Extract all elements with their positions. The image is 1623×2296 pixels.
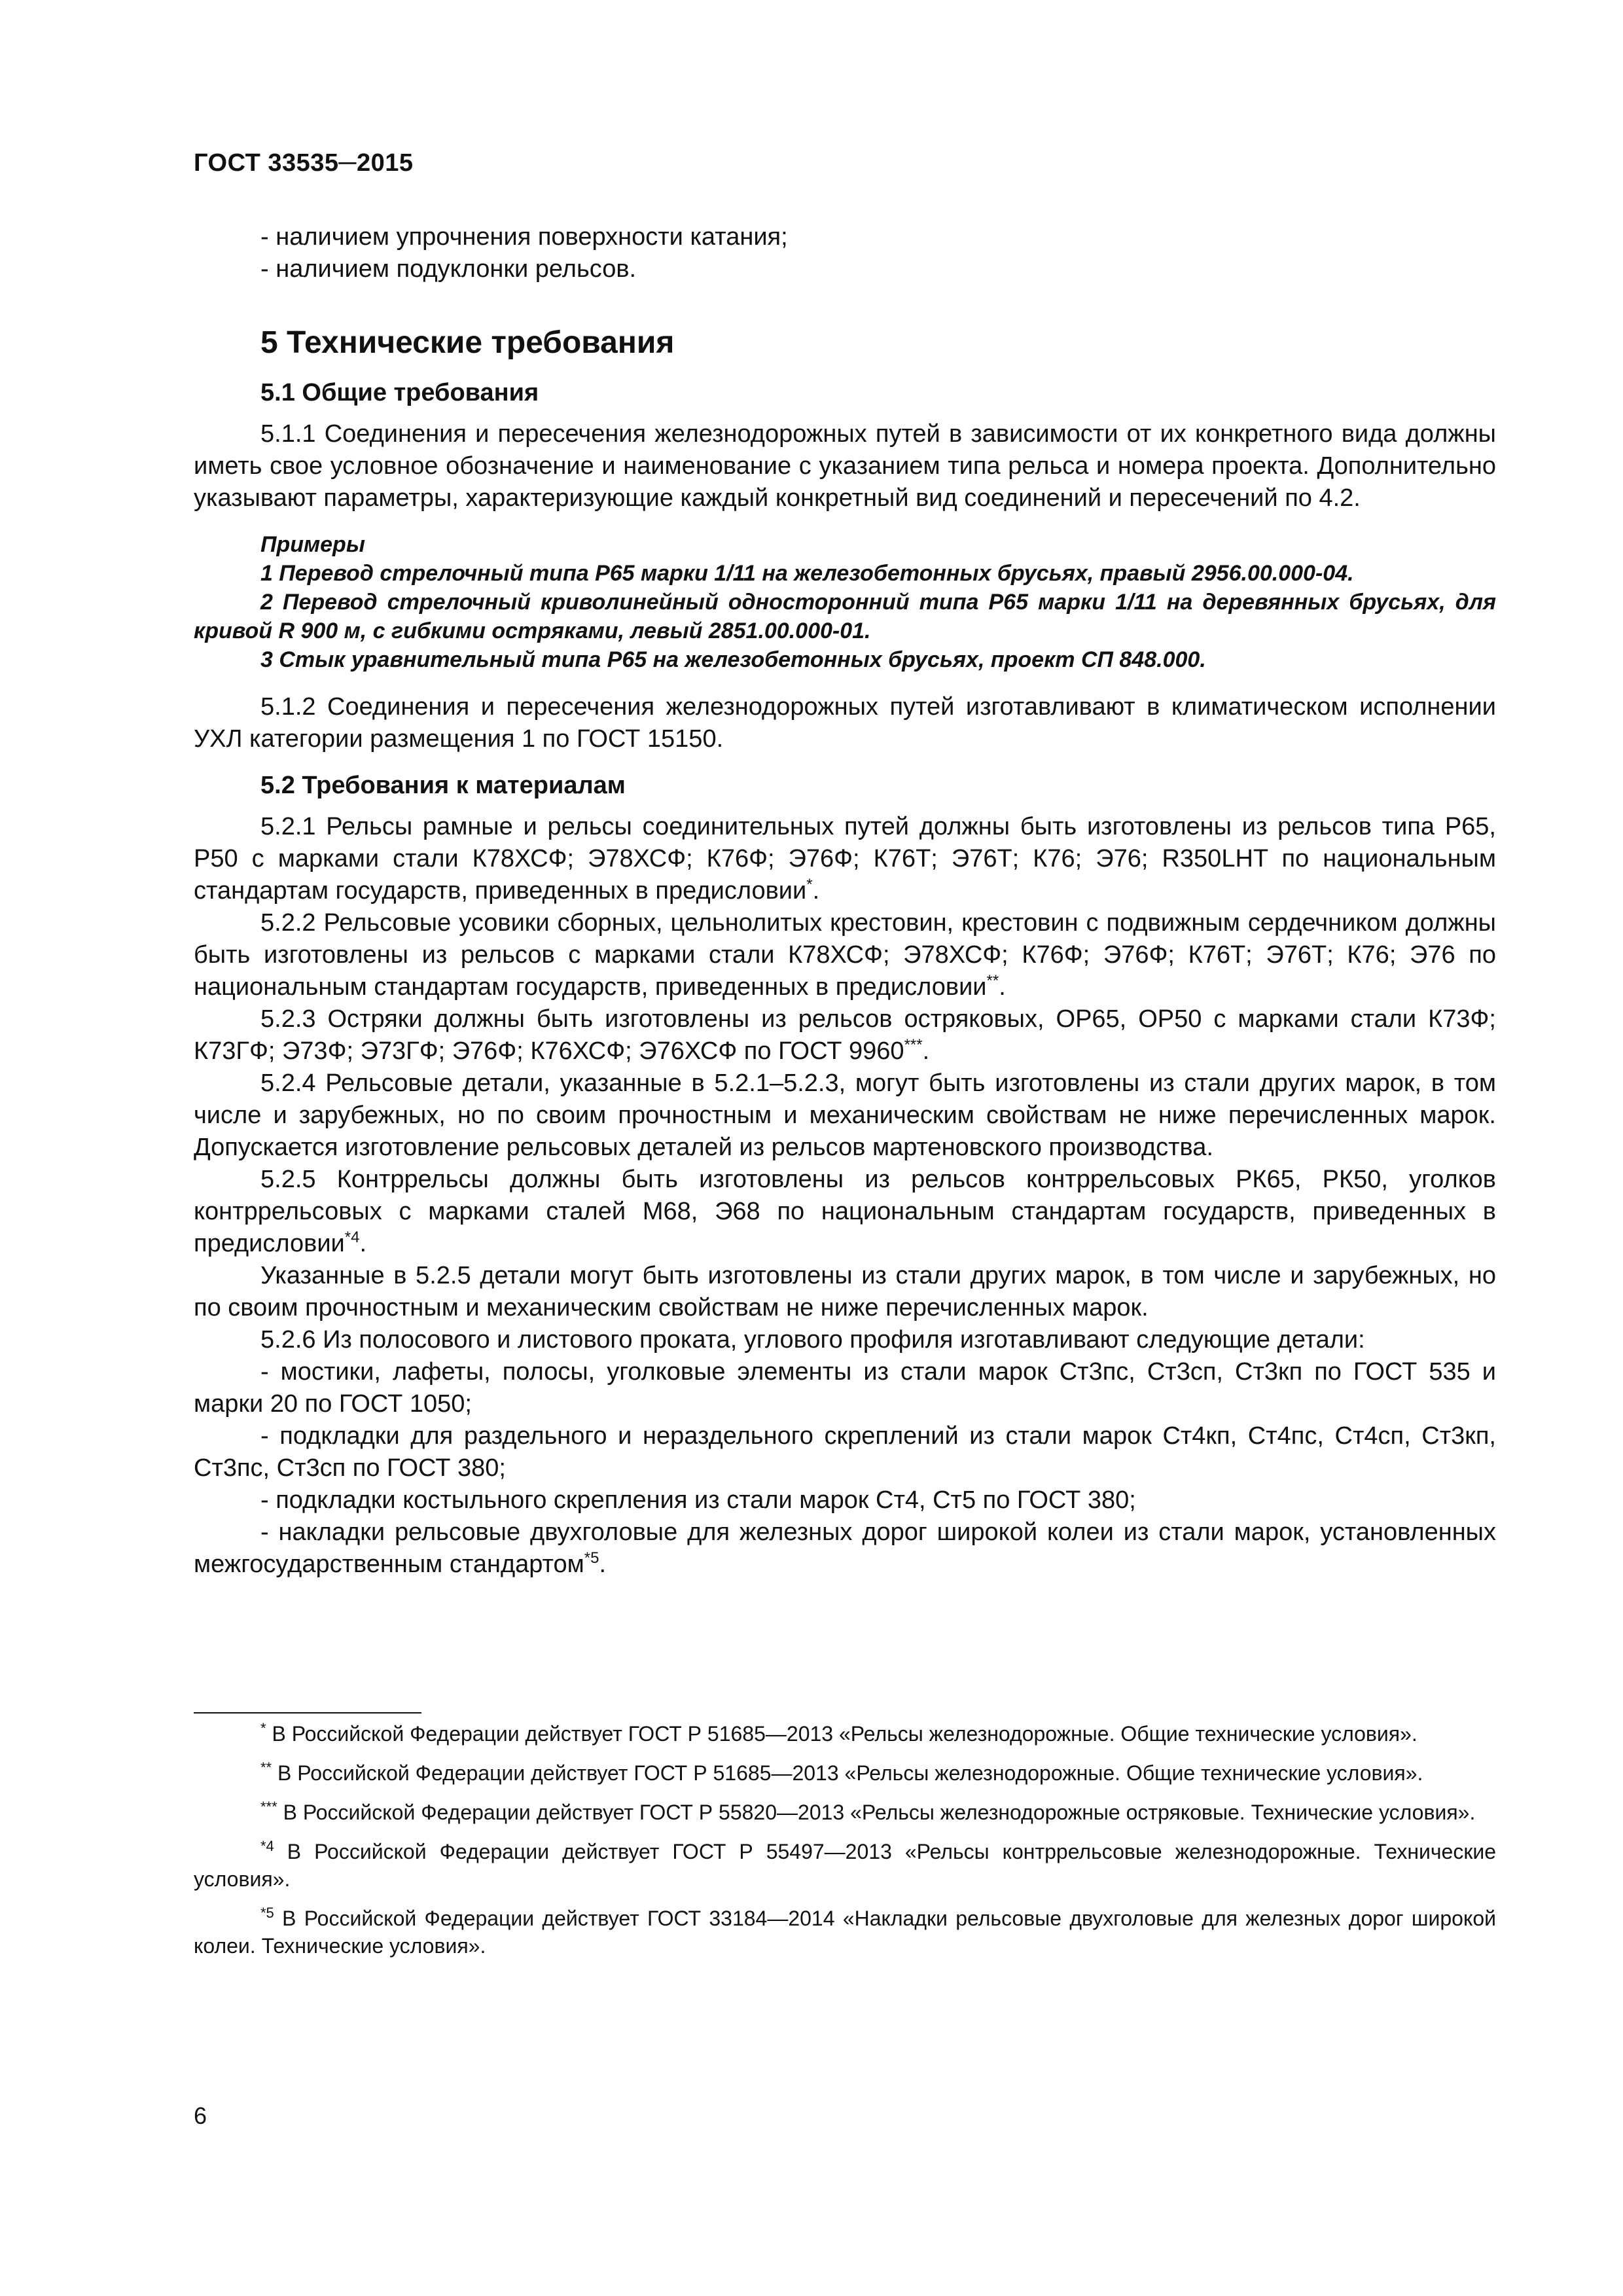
footnote: ** В Российской Федерации действует ГОСТ Р 51685—2013 «Рельсы железнодорожные. Общие технические условия». bbox=[260, 1759, 1423, 1785]
example-item: 2 Перевод стрелочный криволинейный односторонний типа Р65 марки 1/11 на деревянных брусьях, для кривой R 900 м, с гибкими остряками, левый 2851.00.000-01. bbox=[194, 590, 1496, 643]
footnote-ref: *5 bbox=[584, 1549, 599, 1567]
list-item: - подкладки костыльного скрепления из стали марок Ст4, Ст5 по ГОСТ 380; bbox=[260, 1486, 1136, 1514]
paragraph: 5.2.5 Контррельсы должны быть изготовлены из рельсов контррельсовых РК65, РК50, уголков контррельсовых с марками сталей М68, Э68 по национальным стандартам государств, приведенных в предисловии$^{*4}$. bbox=[194, 1166, 1496, 1257]
list-item: - мостики, лафеты, полосы, уголковые элементы из стали марок Ст3пс, Ст3сп, Ст3кп по ГОСТ 535 и марки 20 по ГОСТ 1050; bbox=[194, 1358, 1496, 1418]
paragraph: 5.2.6 Из полосового и листового проката, углового профиля изготавливают следующие детали: bbox=[260, 1326, 1365, 1354]
subsection-heading: 5.2 Требования к материалам bbox=[260, 772, 626, 799]
list-item: - наличием подуклонки рельсов. bbox=[260, 255, 637, 283]
example-item: 3 Стык уравнительный типа Р65 на железобетонных брусьях, проект СП 848.000. bbox=[260, 647, 1206, 672]
list-item: - накладки рельсовые двухголовые для железных дорог широкой колеи из стали марок, установленных межгосударственным стандартом$^{*5}$. bbox=[194, 1518, 1496, 1578]
paragraph: 5.1.2 Соединения и пересечения железнодорожных путей изготавливают в климатическом исполнении УХЛ категории размещения 1 по ГОСТ 15150. bbox=[194, 693, 1496, 753]
page-number: 6 bbox=[194, 2102, 207, 2129]
section-heading: 5 Технические требования bbox=[260, 325, 675, 360]
document-body bbox=[194, 221, 1496, 1581]
footnote-mark: *5 bbox=[260, 1905, 274, 1921]
document-header: ГОСТ 33535─2015 bbox=[194, 149, 414, 177]
footnotes bbox=[194, 1720, 1496, 1971]
footnote-mark: ** bbox=[260, 1759, 272, 1776]
example-item: 1 Перевод стрелочный типа Р65 марки 1/11 на железобетонных брусьях, правый 2956.00.000-04. bbox=[260, 561, 1354, 586]
footnote-ref: *4 bbox=[344, 1229, 360, 1246]
paragraph: 5.2.1 Рельсы рамные и рельсы соединительных путей должны быть изготовлены из рельсов типа Р65, Р50 с марками стали К78ХСФ; Э78ХСФ; К76Ф; Э76Ф; К76Т; Э76Т; К76; Э76; R350LHT по национальным стандартам государств, приведенных в предисловии*. bbox=[194, 813, 1496, 905]
footnote: $^{*4}$ В Российской Федерации действует ГОСТ Р 55497—2013 «Рельсы контррельсовые железнодорожные. Технические условия». bbox=[194, 1838, 1496, 1891]
list-item: - наличием упрочнения поверхности катания; bbox=[260, 223, 788, 251]
footnote: * В Российской Федерации действует ГОСТ Р 51685—2013 «Рельсы железнодорожные. Общие технические условия». bbox=[260, 1720, 1418, 1746]
footnote-ref: * bbox=[806, 876, 813, 893]
paragraph: 5.2.2 Рельсовые усовики сборных, цельнолитых крестовин, крестовин с подвижным сердечником должны быть изготовлены из рельсов с марками стали К78ХСФ; Э78ХСФ; К76Ф; Э76Ф; К76Т; Э76Т; К76; Э76 по национальным стандартам государств, приведенных в предисловии**. bbox=[194, 909, 1496, 1001]
footnote-mark: *** bbox=[260, 1799, 277, 1815]
paragraph: 5.1.1 Соединения и пересечения железнодорожных путей в зависимости от их конкретного вида должны иметь свое условное обозначение и наименование с указанием типа рельса и номера проекта. Дополнительно указывают параметры, характеризующие каждый конкретный вид соединений и пересечений по 4.2. bbox=[194, 420, 1496, 512]
subsection-heading: 5.1 Общие требования bbox=[260, 379, 539, 406]
footnote-divider bbox=[194, 1712, 421, 1713]
footnote-mark: * bbox=[260, 1720, 266, 1736]
footnote-ref: ** bbox=[986, 972, 999, 990]
paragraph: 5.2.4 Рельсовые детали, указанные в 5.2.1–5.2.3, могут быть изготовлены из стали других марок, в том числе и зарубежных, но по своим прочностным и механическим свойствам не ниже перечисленных марок. Допускается изготовление рельсовых деталей из рельсов мартеновского производства. bbox=[194, 1069, 1496, 1161]
footnote-mark: *4 bbox=[260, 1838, 274, 1854]
footnote: $^{*5}$ В Российской Федерации действует ГОСТ 33184—2014 «Накладки рельсовые двухголовые для железных дорог широкой колеи. Технические условия». bbox=[194, 1905, 1496, 1958]
examples-label: Примеры bbox=[260, 532, 365, 557]
paragraph: 5.2.3 Остряки должны быть изготовлены из рельсов остряковых, ОР65, ОР50 с марками стали К73Ф; К73ГФ; Э73Ф; Э73ГФ; Э76Ф; К76ХСФ; Э76ХСФ по ГОСТ 9960***. bbox=[194, 1005, 1496, 1065]
list-item: - подкладки для раздельного и нераздельного скреплений из стали марок Ст4кп, Ст4пс, Ст4сп, Ст3кп, Ст3пс, Ст3сп по ГОСТ 380; bbox=[194, 1422, 1496, 1482]
paragraph: Указанные в 5.2.5 детали могут быть изготовлены из стали других марок, в том числе и зарубежных, но по своим прочностным и механическим свойствам не ниже перечисленных марок. bbox=[194, 1262, 1496, 1321]
footnote: *** В Российской Федерации действует ГОСТ Р 55820—2013 «Рельсы железнодорожные остряковые. Технические условия». bbox=[260, 1799, 1476, 1824]
footnote-ref: *** bbox=[904, 1036, 923, 1054]
examples-block bbox=[194, 530, 1496, 674]
